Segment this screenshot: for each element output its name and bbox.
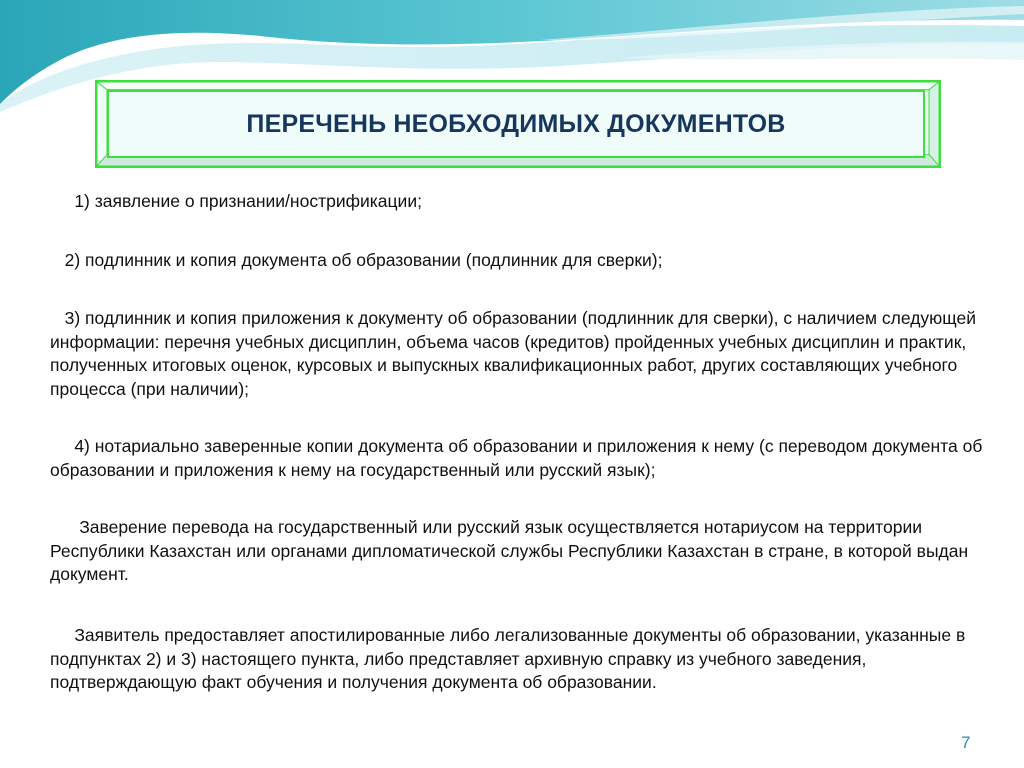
title-box: [95, 80, 941, 168]
page-number: 7: [961, 733, 971, 752]
note-paragraph: Заявитель предоставляет апостилированные либо легализованные документы об образовании, указанные в подпунктах 2) и 3) настоящего пункта, либо представляет архивную справку из учебного заведения, подтверждающую факт обучения и получения документа об образовании.: [50, 625, 971, 692]
list-item: 1) заявление о признании/нострификации;: [50, 191, 422, 211]
list-item: 3) подлинник и копия приложения к документу об образовании (подлинник для сверки), с наличием следующей информации: перечня учебных дисциплин, объема часов (кредитов) пройденных учебных дисциплин и практик, полученных итоговых оценок, курсовых и выпускных квалификационных работ, других составляющих учебного процесса (при наличии);: [50, 308, 981, 399]
title-panel: [107, 90, 925, 158]
page-title: ПЕРЕЧЕНЬ НЕОБХОДИМЫХ ДОКУМЕНТОВ: [246, 109, 786, 138]
list-item: 4) нотариально заверенные копии документа об образовании и приложения к нему (с переводом документа об образовании и приложения к нему на государственный или русский язык);: [50, 436, 988, 480]
note-paragraph: Заверение перевода на государственный или русский язык осуществляется нотариусом на территории Республики Казахстан или органами дипломатической службы Республики Казахстан в стране, в которой выдан документ.: [50, 517, 974, 584]
list-item: 2) подлинник и копия документа об образовании (подлинник для сверки);: [50, 250, 663, 270]
